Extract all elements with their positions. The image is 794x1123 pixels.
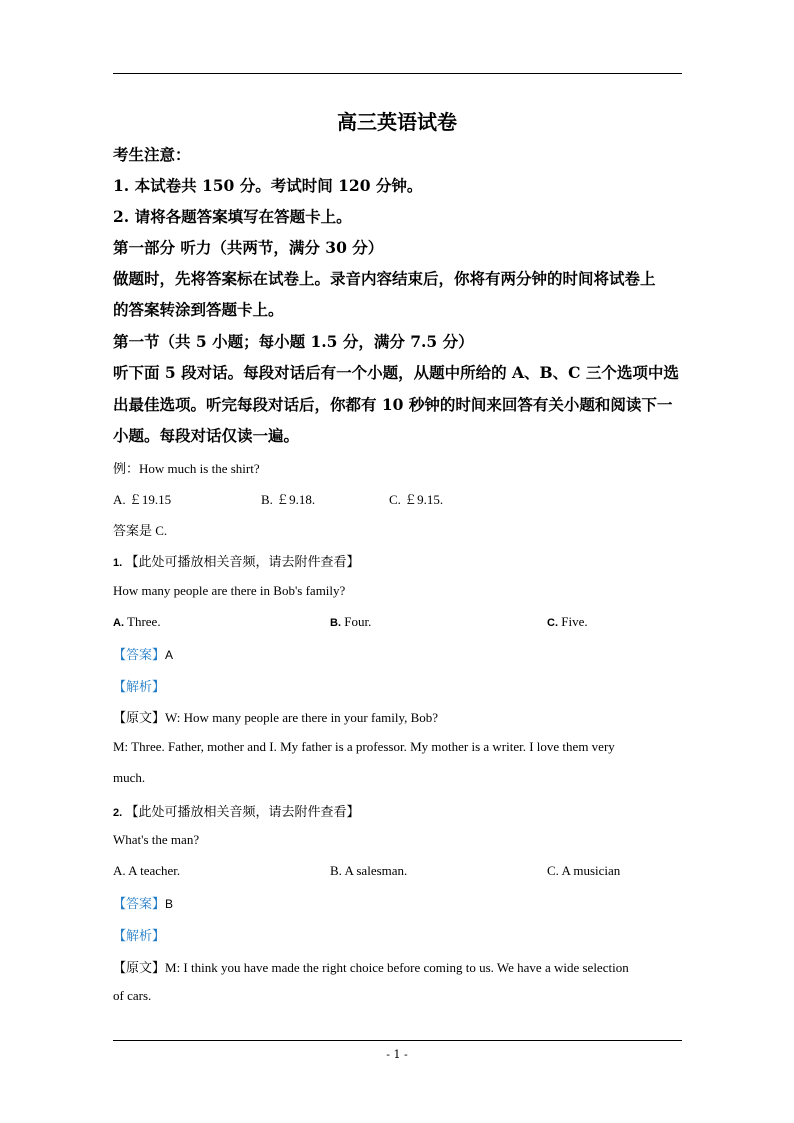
part1-heading: 第一部分 听力（共两节，满分 30 分） — [113, 238, 384, 257]
notice-heading: 考生注意： — [113, 145, 191, 164]
part1-instruction: 的答案转涂到答题卡上。 — [113, 300, 284, 319]
example-question: 例：How much is the shirt? — [113, 461, 260, 476]
option-label: C. — [547, 617, 558, 629]
question-2-option-c: C. A musician — [547, 863, 621, 878]
original-tag: 【原文】 — [113, 960, 166, 975]
original-line: M: I think you have made the right choice before coming to us. We have a wide selection — [165, 960, 629, 975]
audio-placeholder: 【此处可播放相关音频，请去附件查看】 — [125, 804, 360, 819]
notice-item: 2. 请将各题答案填写在答题卡上。 — [113, 207, 352, 226]
page-title: 高三英语试卷 — [337, 110, 457, 134]
question-1-option-c — [547, 614, 588, 630]
answer-value: A — [165, 648, 174, 662]
question-1-original — [113, 707, 438, 726]
question-number: 2. — [113, 807, 123, 819]
question-2-header — [113, 801, 359, 820]
answer-value: B — [165, 897, 174, 911]
question-1-option-a — [113, 614, 161, 630]
original-line: W: How many people are there in your family, Bob? — [165, 710, 439, 725]
question-2-answer — [113, 893, 173, 912]
audio-placeholder: 【此处可播放相关音频，请去附件查看】 — [125, 554, 360, 569]
answer-tag: 【答案】 — [113, 897, 166, 912]
question-2-option-a: A. A teacher. — [113, 863, 181, 878]
option-text: Four. — [341, 614, 372, 629]
part1-instruction: 做题时，先将答案标在试卷上。录音内容结束后，你将有两分钟的时间将试卷上 — [113, 269, 656, 288]
page-number: - 1 - — [386, 1048, 408, 1061]
analysis-tag: 【解析】 — [113, 929, 166, 944]
option-text: Five. — [558, 614, 588, 629]
question-1-prompt: How many people are there in Bob's family? — [113, 583, 346, 598]
original-line: of cars. — [113, 988, 152, 1003]
question-1-option-b — [330, 614, 371, 630]
option-label: A. — [113, 617, 124, 629]
example-option-b: B. ￡9.18. — [261, 492, 316, 507]
footer-rule — [113, 1040, 682, 1041]
analysis-tag: 【解析】 — [113, 680, 166, 695]
question-1-header — [113, 551, 359, 570]
question-2-option-b: B. A salesman. — [330, 863, 408, 878]
option-text: Three. — [124, 614, 161, 629]
example-option-a: A. ￡19.15 — [113, 492, 172, 507]
notice-item: 1. 本试卷共 150 分。考试时间 120 分钟。 — [113, 176, 423, 195]
original-line: M: Three. Father, mother and I. My father is a professor. My mother is a writer. I love them very — [113, 739, 615, 754]
section1-instruction: 听下面 5 段对话。每段对话后有一个小题，从题中所给的 A、B、C 三个选项中选 — [113, 363, 679, 382]
header-rule — [113, 73, 682, 74]
question-2-original — [113, 957, 629, 976]
question-1-answer — [113, 644, 173, 663]
question-2-prompt: What's the man? — [113, 832, 200, 847]
answer-tag: 【答案】 — [113, 648, 166, 663]
option-label: B. — [330, 617, 341, 629]
example-answer: 答案是 C. — [113, 523, 168, 538]
example-option-c: C. ￡9.15. — [389, 492, 444, 507]
question-number: 1. — [113, 557, 123, 569]
original-line: much. — [113, 770, 146, 785]
section1-instruction: 小题。每段对话仅读一遍。 — [113, 426, 300, 445]
question-2-analysis — [113, 925, 165, 944]
section1-heading: 第一节（共 5 小题；每小题 1.5 分，满分 7.5 分） — [113, 332, 474, 351]
question-1-analysis — [113, 676, 165, 695]
section1-instruction: 出最佳选项。听完每段对话后，你都有 10 秒钟的时间来回答有关小题和阅读下一 — [113, 395, 673, 414]
original-tag: 【原文】 — [113, 710, 166, 725]
